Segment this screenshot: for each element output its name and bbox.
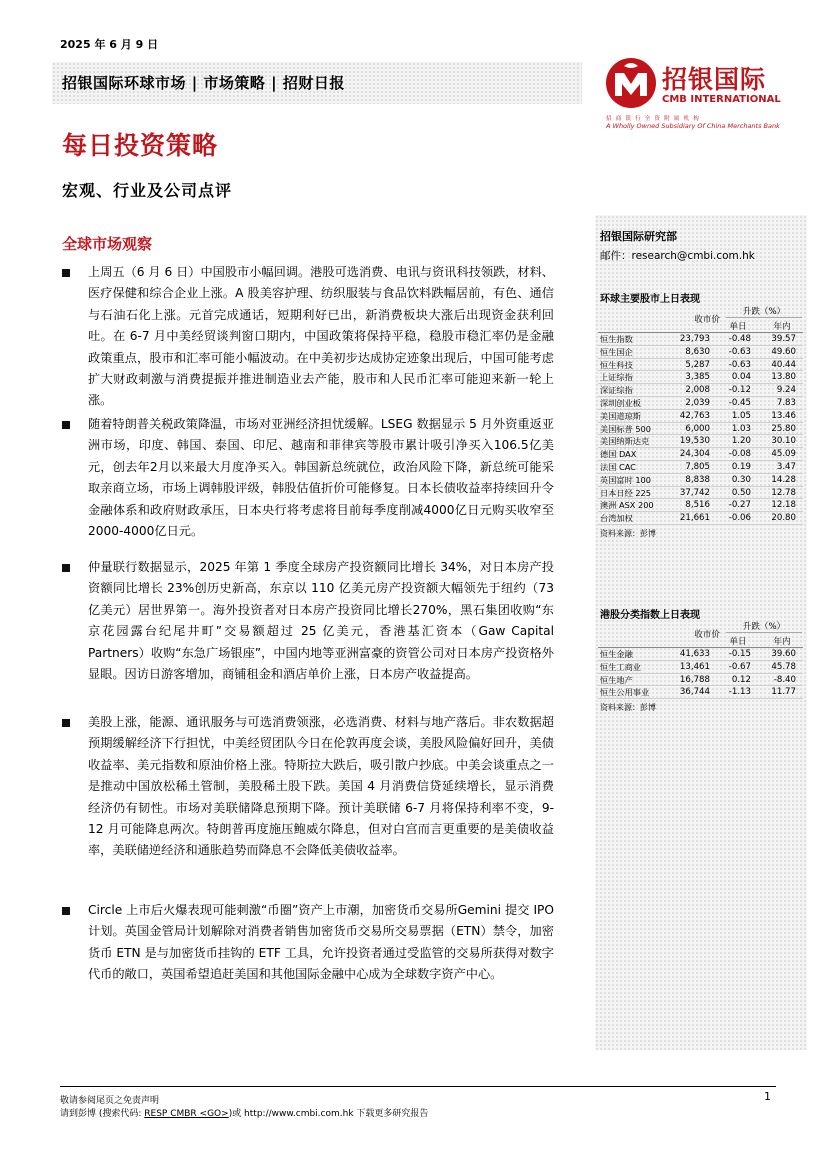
logo-name: 招银国际 <box>662 65 767 94</box>
ytd-change: 14.28 <box>771 474 796 485</box>
bullet-text: 仲量联行数据显示，2025 年第 1 季度全球房产投资额同比增长 34%，对日本房产投资额同比增长 23%创历史新高，东京以 110 亿美元房产投资额大幅领先于纽约（73 亿美元）居世界第一。海外投资者对日本房产投资同比增长270%，黑石集团收购“东京花园露台纪尾井町”交易额超过 25 亿美元，香港基汇资本（Gaw Capital Partners）收购“东急广场银座”，中国内地等亚洲富豪的资管公司对日本房产投资格外显眼。因访日游客增加，商铺租金和酒店单价上涨，日本房产收益提高。 <box>88 560 554 682</box>
index-name: 深证综指 <box>600 385 633 396</box>
close-value: 37,742 <box>679 487 710 498</box>
table-header <box>598 620 803 648</box>
table-row <box>598 397 803 410</box>
day-change: -0.08 <box>728 449 751 460</box>
table-row <box>598 512 803 525</box>
table-row <box>598 648 803 661</box>
cmbi-logo-icon <box>604 56 658 112</box>
bullet-item <box>62 262 554 412</box>
table-row <box>598 487 803 500</box>
close-value: 5,287 <box>685 359 710 370</box>
ytd-change: 45.78 <box>771 661 796 672</box>
day-change: -1.13 <box>728 687 751 698</box>
table-row <box>598 423 803 436</box>
report-date: 2025 年 6 月 9 日 <box>60 38 159 51</box>
bullet-item <box>62 414 554 542</box>
col-header-close: 收市价 <box>694 630 720 640</box>
col-header-change: 升跌（%） <box>726 305 802 318</box>
close-value: 23,793 <box>679 334 710 344</box>
research-dept-name: 招银国际研究部 <box>600 230 677 243</box>
table-row <box>598 346 803 359</box>
table-row <box>598 499 803 512</box>
ytd-change: 13.46 <box>771 410 796 421</box>
cmbi-logo <box>604 56 804 134</box>
bullet-text: 上周五（6 月 6 日）中国股市小幅回调。港股可选消费、电讯与资讯科技领跌，材料、医疗保健和综合企业上涨。A 股美容护理、纺织服装与食品饮料跌幅居前，有色、通信与石油石化上涨。元首完成通话，短期利好已出，新消费板块大涨后出现资金获利回吐。在 6-7 月中美经贸谈判窗口期内，中国政策将保持平稳，稳股市稳汇率仍是金融政策重点，股市和汇率可能小幅波动。在中美初步达成协定迹象出现后，中国可能考虑扩大财政刺激与消费提振并推进制造业去产能，股市和人民币汇率可能迎来新一轮上涨。 <box>88 265 554 408</box>
research-email: 邮件：research@cmbi.com.hk <box>600 250 755 262</box>
index-name: 恒生科技 <box>600 359 633 370</box>
section-title: 全球市场观察 <box>62 235 153 253</box>
day-change: 1.03 <box>731 423 751 434</box>
ytd-change: 49.60 <box>771 346 796 357</box>
close-value: 16,788 <box>679 674 710 685</box>
footer-download-note <box>60 1106 428 1119</box>
close-value: 24,304 <box>679 449 710 460</box>
col-header-ytd: 年内 <box>773 322 791 332</box>
ytd-change: 9.24 <box>776 385 796 396</box>
bullet-text: Circle 上市后火爆表现可能刺激“币圈”资产上市潮，加密货币交易所Gemini 提交 IPO 计划。英国金管局计划解除对消费者销售加密货币交易所交易票据（ETN）禁令，加密货币 ETN 是与加密货币挂钩的 ETF 工具，允许投资者通过受监管的交易所获得对数字代币的敞口，英国希望追赶美国和其他国际金融中心成为全球数字资产中心。 <box>88 903 554 982</box>
page-title: 每日投资策略 <box>62 131 219 160</box>
close-value: 36,744 <box>679 687 710 698</box>
ytd-change: 39.60 <box>771 649 796 659</box>
ytd-change: 30.10 <box>771 436 796 447</box>
table-row <box>598 686 803 699</box>
index-name: 日本日经 225 <box>600 487 651 498</box>
index-name: 美国道琼斯 <box>600 410 641 421</box>
page-subtitle: 宏观、行业及公司点评 <box>62 181 233 200</box>
close-value: 7,805 <box>685 461 710 472</box>
day-change: -0.15 <box>728 649 751 659</box>
day-change: 1.05 <box>731 410 751 421</box>
ytd-change: 13.80 <box>771 372 796 383</box>
ytd-change: 25.80 <box>771 423 796 434</box>
day-change: -0.67 <box>728 661 751 672</box>
col-header-close: 收市价 <box>694 315 720 325</box>
bullet-list <box>62 262 554 982</box>
close-value: 21,661 <box>679 513 710 524</box>
logo-subsidiary-text: A Wholly Owned Subsidiary Of China Merchants Bank <box>606 122 780 130</box>
col-header-change: 升跌（%） <box>726 620 802 633</box>
index-name: 恒生地产 <box>600 674 633 685</box>
bloomberg-code-link[interactable]: RESP CMBR <GO> <box>144 1109 229 1119</box>
close-value: 8,838 <box>685 474 710 485</box>
ytd-change: 40.44 <box>771 359 796 370</box>
close-value: 41,633 <box>679 649 710 659</box>
close-value: 19,530 <box>679 436 710 447</box>
ytd-change: 3.47 <box>776 461 796 472</box>
table-title-hk-sectors: 港股分类指数上日表现 <box>600 610 700 621</box>
footer-suffix: )或 http://www.cmbi.com.hk 下载更多研究报告 <box>228 1109 429 1119</box>
table-row <box>598 359 803 372</box>
bullet-square-icon <box>62 421 70 429</box>
ytd-change: 39.57 <box>771 334 796 344</box>
bullet-text: 随着特朗普关税政策降温，市场对亚洲经济担忧缓解。LSEG 数据显示 5 月外资重返亚洲市场，印度、韩国、泰国、印尼、越南和菲律宾等股市累计吸引净买入106.5亿美元，创去年2月以来最大月度净买入。韩国新总统就位，政治风险下降，新总统可能采取亲商立场，市场上调韩股评级，韩股估值折价可能修复。日本长债收益率持续回升令金融体系和政府财政承压，日本央行将考虑将目前每季度削减4000亿日元购买收窄至2000-4000亿日元。 <box>88 417 554 539</box>
table-global-markets <box>598 305 803 539</box>
table-row <box>598 674 803 687</box>
page-number: 1 <box>764 1090 771 1103</box>
index-name: 法国 CAC <box>600 461 636 472</box>
table-row <box>598 461 803 474</box>
bullet-item <box>62 557 554 685</box>
index-name: 深圳创业板 <box>600 397 641 408</box>
index-name: 上证综指 <box>600 372 633 383</box>
day-change: -0.06 <box>728 513 751 524</box>
ytd-change: 7.83 <box>776 397 796 408</box>
table-row <box>598 435 803 448</box>
day-change: 0.04 <box>731 372 751 383</box>
footer-prefix: 请到彭博 (搜索代码: <box>60 1109 145 1119</box>
day-change: 0.12 <box>731 674 751 685</box>
footer-divider <box>60 1086 776 1087</box>
close-value: 6,000 <box>685 423 710 434</box>
table-row <box>598 410 803 423</box>
index-name: 恒生工商业 <box>600 661 641 672</box>
ytd-change: -8.40 <box>773 674 796 685</box>
ytd-change: 11.77 <box>771 687 796 698</box>
index-name: 台湾加权 <box>600 513 633 524</box>
index-name: 英国富时 100 <box>600 474 651 485</box>
logo-english: CMB INTERNATIONAL <box>662 94 781 105</box>
bullet-square-icon <box>62 907 70 915</box>
day-change: 1.20 <box>731 436 751 447</box>
index-name: 美国标普 500 <box>600 423 651 434</box>
day-change: -0.12 <box>728 385 751 396</box>
table-header <box>598 305 803 333</box>
index-name: 恒生金融 <box>600 649 633 659</box>
close-value: 13,461 <box>679 661 710 672</box>
table-row <box>598 384 803 397</box>
close-value: 42,763 <box>679 410 710 421</box>
bullet-square-icon <box>62 719 70 727</box>
day-change: -0.63 <box>728 346 751 357</box>
table-row <box>598 333 803 346</box>
day-change: -0.27 <box>728 500 751 511</box>
index-name: 恒生国企 <box>600 346 633 357</box>
ytd-change: 12.78 <box>771 487 796 498</box>
header-title: 招银国际环球市场 | 市场策略 | 招财日报 <box>62 74 345 92</box>
index-name: 美国纳斯达克 <box>600 436 650 447</box>
table-body <box>598 333 803 525</box>
close-value: 2,008 <box>685 385 710 396</box>
table-source: 资料来源：彭博 <box>600 703 656 713</box>
close-value: 8,630 <box>685 346 710 357</box>
col-header-day: 单日 <box>729 637 747 647</box>
day-change: -0.45 <box>728 397 751 408</box>
footer-disclaimer: 敬请参阅尾页之免责声明 <box>60 1096 160 1106</box>
table-hk-sectors <box>598 620 803 713</box>
logo-cn-tagline: 招商银行全资附属机构 <box>606 116 704 122</box>
table-row <box>598 474 803 487</box>
day-change: 0.30 <box>731 474 751 485</box>
bullet-item <box>62 900 554 986</box>
col-header-ytd: 年内 <box>773 637 791 647</box>
close-value: 3,385 <box>685 372 710 383</box>
table-row <box>598 448 803 461</box>
bullet-text: 美股上涨，能源、通讯服务与可选消费领涨，必选消费、材料与地产落后。非农数据超预期缓解经济下行担忧，中美经贸团队今日在伦敦再度会谈，美股风险偏好回升，美债收益率、美元指数和原油价格上涨。特斯拉大跌后，吸引散户抄底。中美会谈重点之一是推动中国放松稀土管制，美股稀土股下跌。美国 4 月消费信贷延续增长，显示消费经济仍有韧性。市场对美联储降息预期下降。预计美联储 6-7 月将保持利率不变，9-12 月可能降息两次。特朗普再度施压鲍威尔降息，但对白宫而言更重要的是美债收益率，美联储逆经济和通胀趋势而降息不会降低美债收益率。 <box>88 715 554 858</box>
day-change: -0.48 <box>728 334 751 344</box>
day-change: 0.50 <box>731 487 751 498</box>
table-body <box>598 648 803 699</box>
table-source: 资料来源：彭博 <box>600 528 656 538</box>
col-header-day: 单日 <box>729 322 747 332</box>
index-name: 恒生指数 <box>600 334 633 344</box>
bullet-square-icon <box>62 564 70 572</box>
table-row <box>598 661 803 674</box>
ytd-change: 45.09 <box>771 449 796 460</box>
table-row <box>598 371 803 384</box>
bullet-item <box>62 712 554 862</box>
bullet-square-icon <box>62 269 70 277</box>
ytd-change: 12.18 <box>771 500 796 511</box>
index-name: 德国 DAX <box>600 449 637 460</box>
close-value: 2,039 <box>685 397 710 408</box>
ytd-change: 20.80 <box>771 513 796 524</box>
index-name: 澳洲 ASX 200 <box>600 500 654 511</box>
table-title-global-markets: 环球主要股市上日表现 <box>600 294 700 305</box>
day-change: -0.63 <box>728 359 751 370</box>
index-name: 恒生公用事业 <box>600 687 650 698</box>
day-change: 0.19 <box>731 461 751 472</box>
close-value: 8,516 <box>685 500 710 511</box>
